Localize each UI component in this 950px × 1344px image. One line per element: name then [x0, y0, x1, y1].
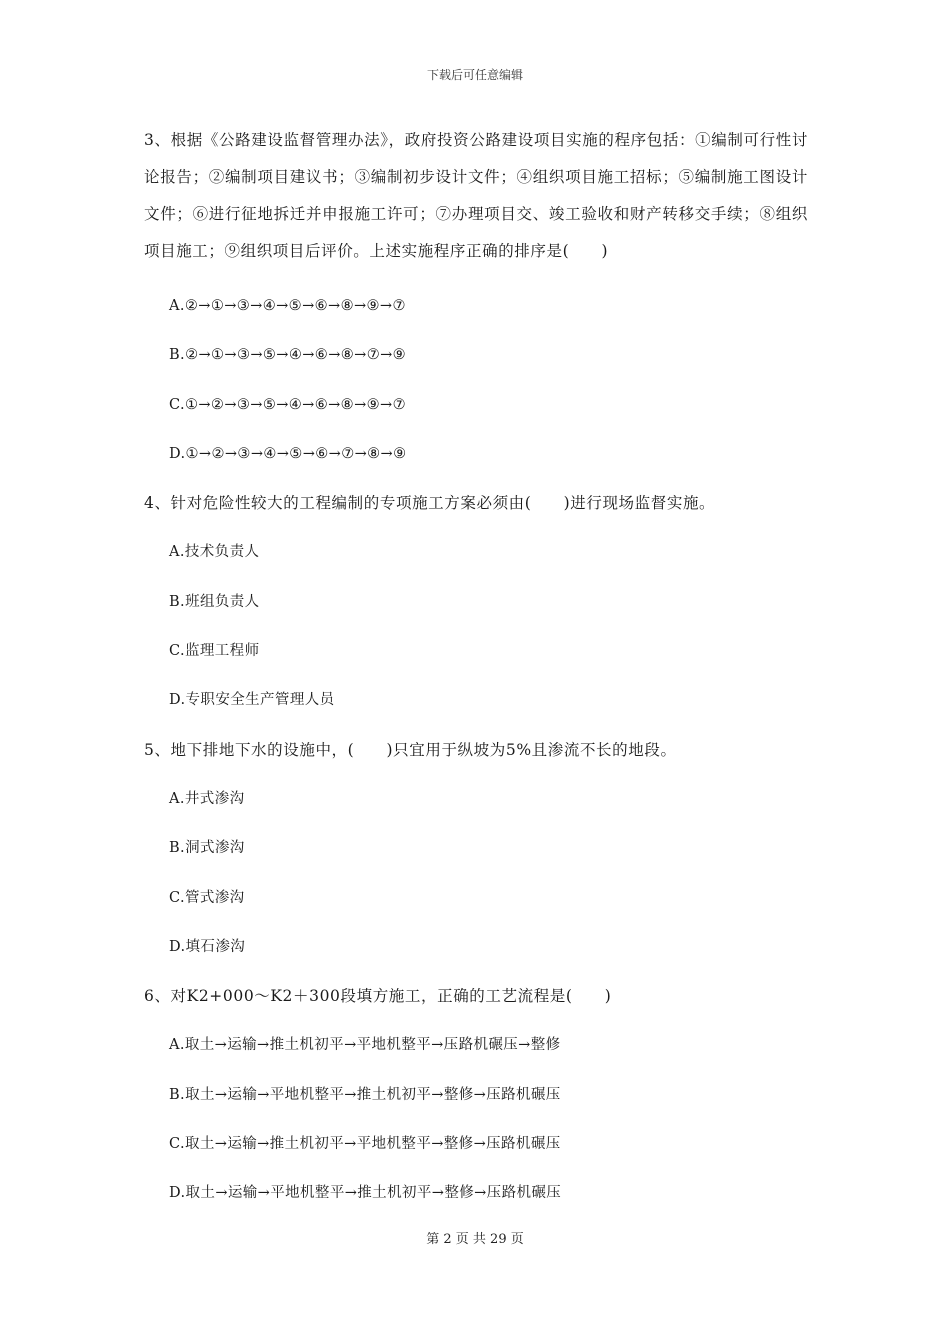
option-b: B.班组负责人 — [169, 593, 260, 610]
option-d: D.取土→运输→平地机整平→推土机初平→整修→压路机碾压 — [169, 1185, 562, 1202]
question-stem: 6、对K2+000～K2＋300段填方施工，正确的工艺流程是( ) — [144, 987, 612, 1006]
question-5 — [144, 726, 808, 972]
page-footer: 第 2 页 共 29 页 — [426, 1232, 524, 1247]
option-c: C.①→②→③→⑤→④→⑥→⑧→⑨→⑦ — [169, 396, 406, 413]
question-stem: 3、根据《公路建设监督管理办法》，政府投资公路建设项目实施的程序包括：①编制可行性讨论报告；②编制项目建议书；③编制初步设计文件；④组织项目施工招标；⑤编制施工图设计文件；⑥进行征地拆迁并申报施工许可；⑦办理项目交、竣工验收和财产转移交手续；⑧组织项目施工；⑨组织项目后评价。上述实施程序正确的排序是( ) — [144, 131, 808, 260]
option-list — [144, 1021, 808, 1218]
option-b: B.取土→运输→平地机整平→推土机初平→整修→压路机碾压 — [169, 1086, 561, 1103]
option-b: B.②→①→③→⑤→④→⑥→⑧→⑦→⑨ — [169, 347, 407, 364]
option-c: C.监理工程师 — [169, 643, 260, 660]
option-c: C.取土→运输→推土机初平→平地机整平→整修→压路机碾压 — [169, 1136, 561, 1153]
question-4 — [144, 479, 808, 725]
option-b: B.洞式渗沟 — [169, 840, 245, 857]
option-list — [144, 528, 808, 725]
option-a: A.②→①→③→④→⑤→⑥→⑧→⑨→⑦ — [169, 298, 406, 314]
option-list — [144, 775, 808, 972]
option-d: D.①→②→③→④→⑤→⑥→⑦→⑧→⑨ — [169, 445, 407, 462]
option-d: D.专职安全生产管理人员 — [169, 692, 335, 709]
document-body — [144, 122, 808, 1219]
question-stem: 4、针对危险性较大的工程编制的专项施工方案必须由( )进行现场监督实施。 — [144, 494, 716, 513]
option-list — [144, 282, 808, 479]
option-d: D.填石渗沟 — [169, 938, 246, 955]
question-6 — [144, 972, 808, 1218]
option-a: A.井式渗沟 — [169, 790, 245, 807]
option-c: C.管式渗沟 — [169, 889, 245, 906]
page-header: 下载后可任意编辑 — [426, 68, 523, 82]
option-a: A.取土→运输→推土机初平→平地机整平→压路机碾压→整修 — [169, 1037, 561, 1054]
question-stem: 5、地下排地下水的设施中，( )只宜用于纵坡为5%且渗流不长的地段。 — [144, 740, 677, 759]
question-3 — [144, 122, 808, 479]
option-a: A.技术负责人 — [169, 544, 260, 561]
